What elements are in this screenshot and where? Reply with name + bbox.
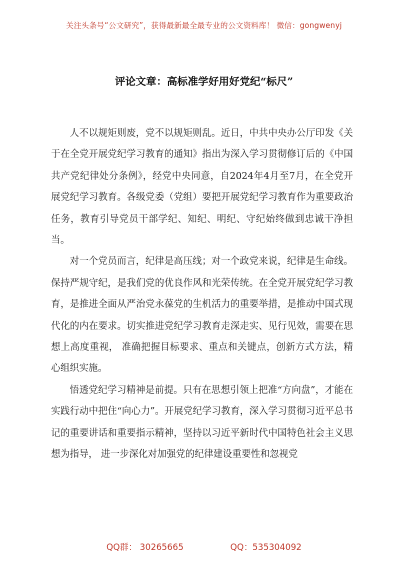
document-title: 评论文章：高标准学好用好党纪“标尺” xyxy=(114,76,294,88)
document-body xyxy=(51,123,353,466)
paragraph-3: 悟透党纪学习精神是前提。只有在思想引领上把准“方向盘”，才能在实践行动中把住“向心力”。开展党纪学习教育，深入学习贯彻习近平总书记的重要讲话和重要指示精神，坚持以习近平新时代中国特色社会主义思想为指导， 进一步深化对加强党的纪律建设重要性和忽视党 xyxy=(51,384,353,461)
footer-qq-group: QQ群： 30265665 xyxy=(106,543,184,553)
footer-qq: QQ：535304092 xyxy=(230,543,302,553)
header-banner: 关注头条号“公文研究”，获得最新最全最专业的公文资料库！ 微信：gongwenyj xyxy=(66,21,342,30)
paragraph-2: 对一个党员而言，纪律是高压线；对一个政党来说，纪律是生命线。保持严规守纪，是我们党的优良作风和光荣传统。在全党开展党纪学习教育，是推进全面从严治党永葆党的生机活力的重要举措，是推动中国式现代化的内在要求。切实推进党纪学习教育走深走实、见行见效，需要在思想上高度重视， 准确把握目标要求、重点和关键点，创新方式方法，精心组织实施。 xyxy=(51,256,353,375)
footer-contact xyxy=(0,541,408,553)
paragraph-1: 人不以规矩则废，党不以规矩则乱。近日，中共中央办公厅印发《关于在全党开展党纪学习教育的通知》指出为深入学习贯彻修订后的《中国共产党纪律处分条例》，经党中央同意，自2024年4月至7月，在全党开展党纪学习教育。各级党委（党组）要把开展党纪学习教育作为重要政治任务，教育引导党员干部学纪、知纪、明纪、守纪始终做到忠诚干净担当。 xyxy=(51,128,353,247)
